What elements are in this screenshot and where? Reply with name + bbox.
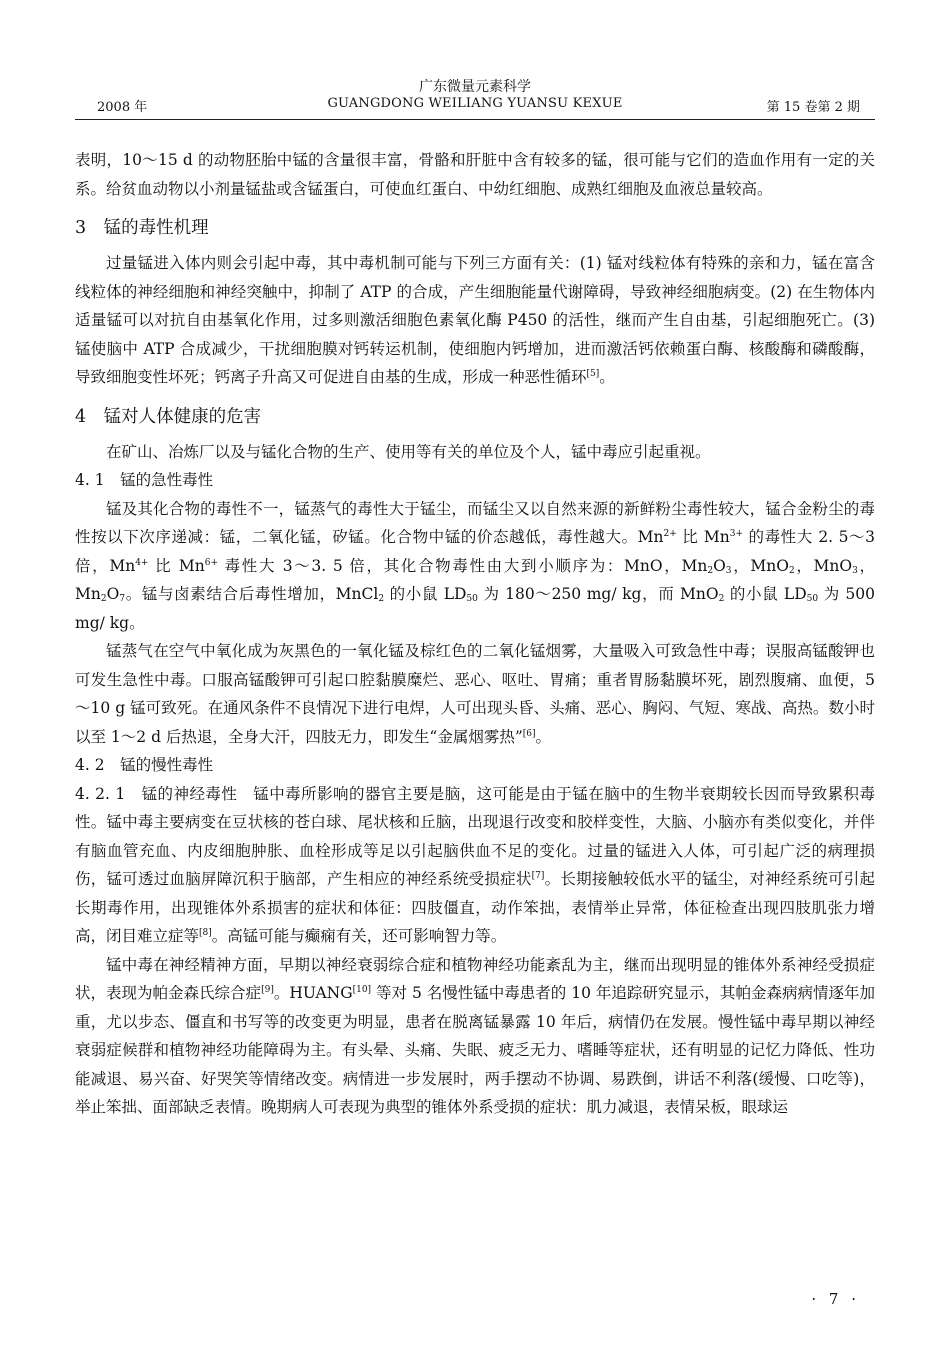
paragraph-continued: 表明，10～15 d 的动物胚胎中锰的含量很丰富，骨骼和肝脏中含有较多的锰，很可能与它们的造血作用有一定的关系。给贫血动物以小剂量锰盐或含锰蛋白，可使血红蛋白、中幼红细胞、成熟红细胞及血液总量较高。 — [75, 151, 875, 198]
journal-title-en: GUANGDONG WEILIANG YUANSU KEXUE — [327, 96, 623, 111]
paragraph-acute-toxicity: 锰及其化合物的毒性不一，锰蒸气的毒性大于锰尘，而锰尘又以自然来源的新鲜粉尘毒性较大，锰合金粉尘的毒性按以下次序递减：锰，二氧化锰，矽锰。化合物中锰的价态越低，毒性越大。$Mn^{2+}$ 比 $Mn^{3+}$ 的毒性大 2. 5～3 倍，$Mn^{4+}$ 比 $Mn^{6+}$ 毒性大 3～3. 5 倍，其化合物毒性由大到小顺序为：MnO，$Mn_2O_3$，MnO$_2$，MnO$_3$，$Mn_2O_7$。锰与卤素结合后毒性增加，MnCl$_2$ 的小鼠 $LD_{50}$ 为 180～250 mg/ kg，而 MnO$_2$ 的小鼠 $LD_{50}$ 为 500 mg/ kg。 — [75, 499, 876, 632]
citation-6: [6] — [522, 728, 536, 739]
citation-7: [7] — [531, 871, 545, 881]
header-rule — [75, 119, 875, 120]
citation-5: [5] — [586, 369, 600, 379]
page-number: · 7 · — [811, 1290, 860, 1308]
citation-10: [10] — [352, 985, 372, 995]
subsection-heading-4-1: 4. 1 锰的急性毒性 — [75, 471, 214, 489]
section-heading-4: 4 锰对人体健康的危害 — [75, 406, 262, 427]
paragraph-toxicity-mechanism: 过量锰进入体内则会引起中毒，其中毒机制可能与下列三方面有关：(1) 锰对线粒体有特殊的亲和力，锰在富含线粒体的神经细胞和神经突触中，抑制了 ATP 的合成，产生细胞能量代谢障碍，导致神经细胞病变。(2) 在生物体内适量锰可以对抗自由基氧化作用，过多则激活细胞色素氧化酶 P450 的活性，继而产生自由基，引起细胞死亡。(3) 锰使脑中 ATP 合成减少，干扰细胞膜对钙转运机制，使细胞内钙增加，进而激活钙依赖蛋白酶、核酸酶和磷酸酶，导致细胞变性坏死；钙离子升高又可促进自由基的生成，形成一种恶性循环[5]。 — [75, 254, 875, 386]
header-year: 2008 年 — [97, 100, 148, 115]
subsection-heading-4-2: 4. 2 锰的慢性毒性 — [75, 756, 214, 774]
paragraph-intro-hazards: 在矿山、冶炼厂以及与锰化合物的生产、使用等有关的单位及个人，锰中毒应引起重视。 — [106, 442, 711, 461]
journal-title-cn: 广东微量元素科学 — [419, 79, 531, 95]
article-body — [75, 146, 875, 1122]
paragraph-acute-vapor: 锰蒸气在空气中氧化成为灰黑色的一氧化锰及棕红色的二氧化锰烟雾，大量吸入可致急性中毒；误服高锰酸钾也可发生急性中毒。口服高锰酸钾可引起口腔黏膜糜烂、恶心、呕吐、胃痛；重者胃肠黏膜坏死，剧烈腹痛、血便，5～10 g 锰可致死。在通风条件不良情况下进行电焊，人可出现头昏、头痛、恶心、胸闷、气短、寒战、高热。数小时以至 1～2 d 后热退，全身大汗，四肢无力，即发生“金属烟雾热”[6]。 — [75, 642, 875, 746]
citation-8: [8] — [199, 928, 212, 938]
running-header — [75, 76, 875, 120]
paragraph-neurotoxicity: 4. 2. 1 锰的神经毒性 锰中毒所影响的器官主要是脑，这可能是由于锰在脑中的生物半衰期较长因而导致累积毒性。锰中毒主要病变在豆状核的苍白球、尾状核和丘脑，出现退行改变和胶样变性，大脑、小脑亦有类似变化，并伴有脑血管充血、内皮细胞肿胀、血栓形成等足以引起脑供血不足的变化。过量的锰进入人体，可引起广泛的病理损伤，锰可透过血脑屏障沉积于脑部，产生相应的神经系统受损症状[7]。长期接触较低水平的锰尘，对神经系统可引起长期毒作用，出现锥体外系损害的症状和体征：四肢僵直，动作笨拙，表情举止异常，体征检查出现四肢肌张力增高，闭目难立症等[8]。高锰可能与癫痫有关，还可影响智力等。 — [75, 784, 875, 945]
paragraph-neuropsychiatric: 锰中毒在神经精神方面，早期以神经衰弱综合症和植物神经功能紊乱为主，继而出现明显的锥体外系神经受损症状，表现为帕金森氏综合症[9]。HUANG[10] 等对 5 名慢性锰中毒患者的 10 年追踪研究显示，其帕金森病病情逐年加重，尤以步态、僵直和书写等的改变更为明显，患者在脱离锰暴露 10 年后，病情仍在发展。慢性锰中毒早期以神经衰弱症候群和植物神经功能障碍为主。有头晕、头痛、失眠、疲乏无力、嗜睡等症状，还有明显的记忆力降低、性功能减退、易兴奋、好哭笑等情绪改变。病情进一步发展时，两手摆动不协调、易跌倒，讲话不利落(缓慢、口吃等)，举止笨拙、面部缺乏表情。晚期病人可表现为典型的锥体外系受损的症状：肌力减退，表情呆板，眼球运 — [75, 955, 875, 1116]
header-volume-issue: 第 15 卷第 2 期 — [766, 100, 860, 115]
section-heading-3: 3 锰的毒性机理 — [75, 218, 209, 238]
citation-9: [9] — [261, 985, 274, 995]
